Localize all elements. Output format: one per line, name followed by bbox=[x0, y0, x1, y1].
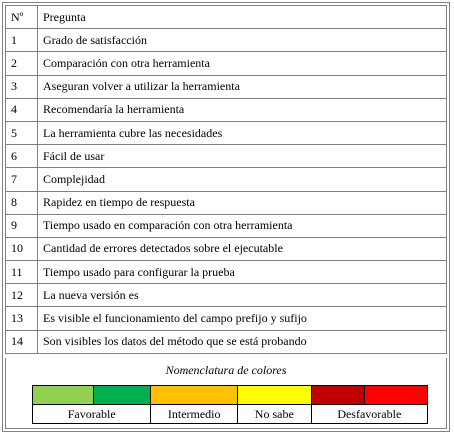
row-question: La nueva versión es bbox=[38, 284, 447, 307]
row-num: 8 bbox=[6, 191, 38, 214]
row-question: La herramienta cubre las necesidades bbox=[38, 121, 447, 144]
row-num: 2 bbox=[6, 52, 38, 75]
row-question: Fácil de usar bbox=[38, 145, 447, 168]
label-no-sabe: No sabe bbox=[238, 405, 312, 423]
row-question: Rapidez en tiempo de respuesta bbox=[38, 191, 447, 214]
color-swatch-row bbox=[32, 385, 428, 405]
row-question: Complejidad bbox=[38, 168, 447, 191]
row-num: 7 bbox=[6, 168, 38, 191]
table-row bbox=[6, 307, 447, 330]
table-row bbox=[6, 75, 447, 98]
table-row bbox=[6, 261, 447, 284]
row-num: 6 bbox=[6, 145, 38, 168]
swatch-dark-red bbox=[312, 386, 366, 404]
row-num: 13 bbox=[6, 307, 38, 330]
row-question: Grado de satisfacción bbox=[38, 29, 447, 52]
header-question: Pregunta bbox=[38, 6, 447, 29]
row-num: 3 bbox=[6, 75, 38, 98]
swatch-light-green bbox=[33, 386, 94, 404]
row-question: Aseguran volver a utilizar la herramienta bbox=[38, 75, 447, 98]
row-question: Es visible el funcionamiento del campo prefijo y sufijo bbox=[38, 307, 447, 330]
label-desfavorable: Desfavorable bbox=[337, 407, 402, 421]
row-question: Cantidad de errores detectados sobre el ejecutable bbox=[38, 237, 447, 260]
table-row bbox=[6, 29, 447, 52]
table-row bbox=[6, 145, 447, 168]
table-row bbox=[6, 191, 447, 214]
questions-table bbox=[5, 5, 447, 354]
row-question: Comparación con otra herramienta bbox=[38, 52, 447, 75]
swatch-red bbox=[365, 386, 427, 404]
label-intermedio: Intermedio bbox=[151, 405, 238, 423]
table-row bbox=[6, 52, 447, 75]
row-question: Recomendaría la herramienta bbox=[38, 98, 447, 121]
row-num: 14 bbox=[6, 330, 38, 353]
row-num: 10 bbox=[6, 237, 38, 260]
row-num: 12 bbox=[6, 284, 38, 307]
table-row bbox=[6, 214, 447, 237]
row-question: Tiempo usado para configurar la prueba bbox=[38, 261, 447, 284]
label-favorable: Favorable bbox=[33, 405, 151, 423]
row-num: 1 bbox=[6, 29, 38, 52]
legend-title: Nomenclatura de colores bbox=[165, 363, 287, 377]
table-row bbox=[6, 237, 447, 260]
swatch-green bbox=[94, 386, 152, 404]
table-header-row bbox=[6, 6, 447, 29]
row-question: Son visibles los datos del método que se está probando bbox=[38, 330, 447, 353]
table-row bbox=[6, 284, 447, 307]
row-num: 11 bbox=[6, 261, 38, 284]
header-num: Nº bbox=[6, 6, 38, 29]
row-num: 4 bbox=[6, 98, 38, 121]
table-row bbox=[6, 330, 447, 353]
row-question: Tiempo usado en comparación con otra herramienta bbox=[38, 214, 447, 237]
table-row bbox=[6, 98, 447, 121]
legend-labels-row bbox=[32, 405, 428, 424]
swatch-orange bbox=[151, 386, 238, 404]
row-num: 5 bbox=[6, 121, 38, 144]
survey-table-frame bbox=[2, 2, 450, 432]
table-row bbox=[6, 121, 447, 144]
color-legend bbox=[5, 358, 447, 429]
row-num: 9 bbox=[6, 214, 38, 237]
table-row bbox=[6, 168, 447, 191]
swatch-yellow bbox=[238, 386, 312, 404]
